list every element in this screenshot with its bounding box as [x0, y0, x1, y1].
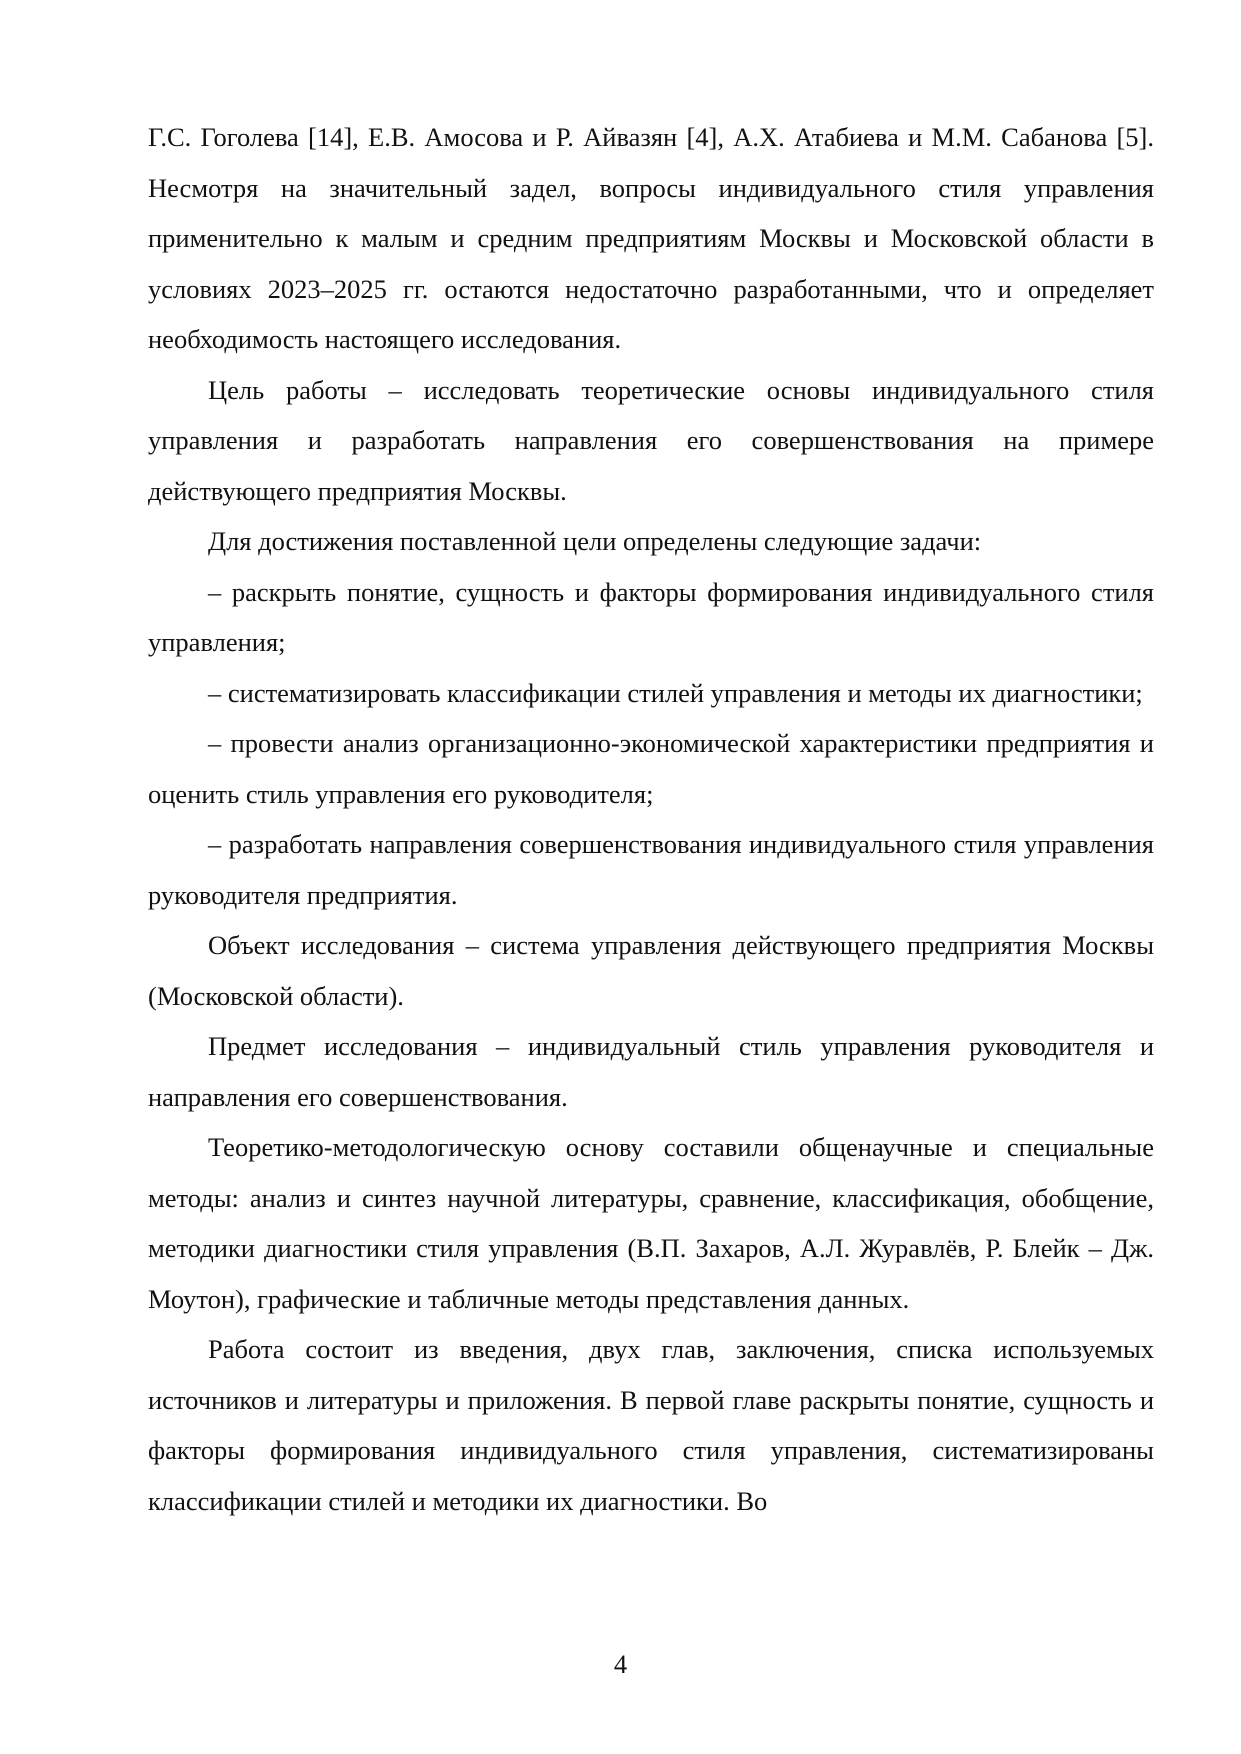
list-item-task-3: – провести анализ организационно-экономической характеристики предприятия и оценить стиль управления его руководителя;: [148, 728, 1154, 809]
paragraph-structure: Работа состоит из введения, двух глав, заключения, списка используемых источников и литературы и приложения. В первой главе раскрыты понятие, сущность и факторы формирования индивидуального стиля управления, систематизированы классификации стилей и методики их диагностики. Во: [148, 1334, 1154, 1516]
list-item-task-1: – раскрыть понятие, сущность и факторы формирования индивидуального стиля управления;: [148, 576, 1154, 657]
paragraph-subject: Предмет исследования – индивидуальный стиль управления руководителя и направления его совершенствования.: [148, 1031, 1154, 1112]
document-body: [148, 112, 1154, 1526]
page-number: 4: [613, 1649, 628, 1679]
paragraph-continuation: Г.С. Гоголева [14], Е.В. Амосова и Р. Айвазян [4], А.Х. Атабиева и М.М. Сабанова [5]. Несмотря на значительный задел, вопросы индивидуального стиля управления применительно к малым и средним предприятиям Москвы и Московской области в условиях 2023–2025 гг. остаются недостаточно разработанными, что и определяет необходимость настоящего исследования.: [148, 122, 1154, 354]
paragraph-object: Объект исследования – система управления действующего предприятия Москвы (Московской области).: [148, 930, 1154, 1011]
list-item-task-4: – разработать направления совершенствования индивидуального стиля управления руководителя предприятия.: [148, 829, 1154, 910]
paragraph-tasks-intro: Для достижения поставленной цели определены следующие задачи:: [208, 526, 982, 556]
list-item-task-2: – систематизировать классификации стилей управления и методы их диагностики;: [208, 677, 1143, 708]
paragraph-methodology: Теоретико-методологическую основу составили общенаучные и специальные методы: анализ и синтез научной литературы, сравнение, классификация, обобщение, методики диагностики стиля управления (В.П. Захаров, А.Л. Журавлёв, Р. Блейк – Дж. Моутон), графические и табличные методы представления данных.: [148, 1132, 1154, 1314]
paragraph-goal: Цель работы – исследовать теоретические основы индивидуального стиля управления и разработать направления его совершенствования на примере действующего предприятия Москвы.: [148, 374, 1154, 506]
